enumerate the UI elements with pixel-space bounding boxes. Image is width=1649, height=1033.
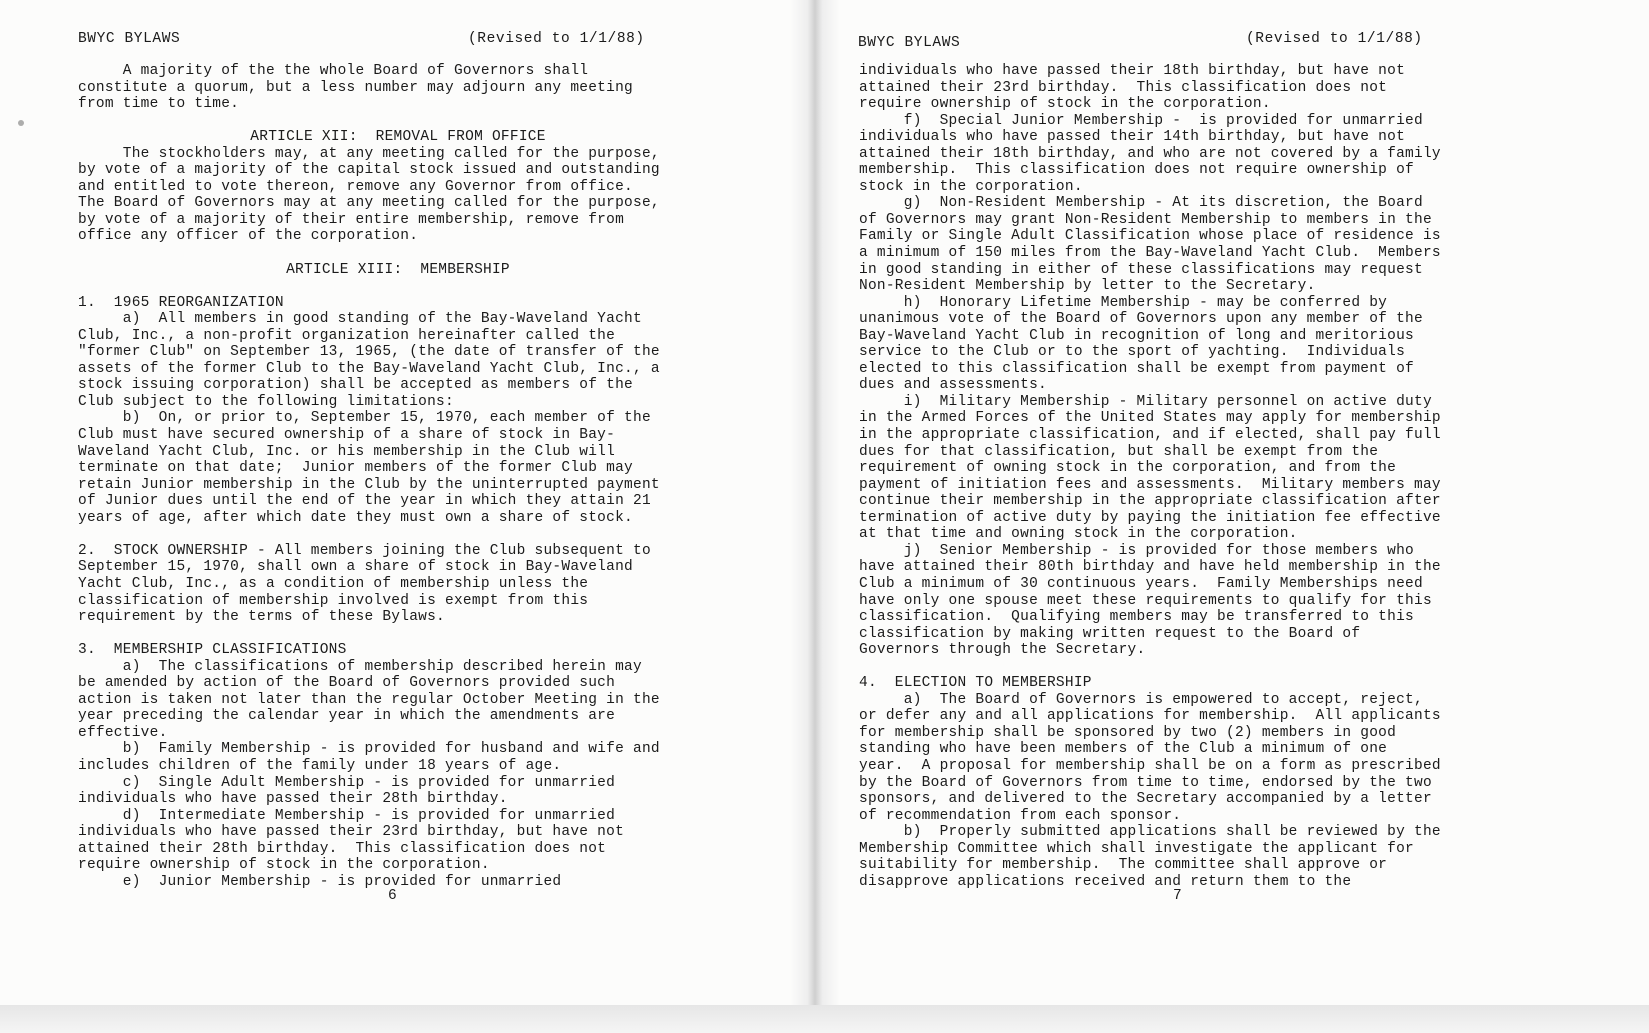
blank-line: [78, 278, 718, 295]
text-line: individuals who have passed their 28th birthday.: [78, 791, 508, 808]
text-line: Waveland Yacht Club, Inc. or his membership in the Club will: [78, 443, 616, 460]
text-line: year. A proposal for membership shall be on a form as prescribed: [859, 757, 1441, 774]
right-page-body: [859, 63, 1499, 890]
text-line: individuals who have passed their 18th birthday, but have not: [859, 63, 1406, 79]
right-page-number: 7: [1173, 888, 1182, 904]
text-line: elected to this classification shall be exempt from payment of: [859, 360, 1414, 377]
text-line: Non-Resident Membership by letter to the Secretary.: [859, 278, 1316, 295]
text-line: 4. ELECTION TO MEMBERSHIP: [859, 675, 1092, 692]
text-line: or defer any and all applications for membership. All applicants: [859, 708, 1441, 725]
text-line: a) The classifications of membership described herein may: [78, 658, 642, 675]
text-line: i) Military Membership - Military personnel on active duty: [859, 393, 1432, 410]
text-line: action is taken not later than the regular October Meeting in the: [78, 691, 660, 708]
text-line: payment of initiation fees and assessments. Military members may: [859, 476, 1441, 493]
text-line: termination of active duty by paying the initiation fee effective: [859, 509, 1441, 526]
text-line: j) Senior Membership - is provided for those members who: [859, 542, 1414, 559]
text-line: of recommendation from each sponsor.: [859, 807, 1182, 824]
left-page: [0, 0, 815, 1005]
text-line: Yacht Club, Inc., as a condition of membership unless the: [78, 575, 589, 592]
left-header-revised: (Revised to 1/1/88): [468, 31, 645, 47]
text-line: in good standing in either of these classifications may request: [859, 261, 1423, 278]
text-line: includes children of the family under 18 years of age.: [78, 757, 562, 774]
text-line: attained their 23rd birthday. This classification does not: [859, 79, 1388, 96]
text-line: g) Non-Resident Membership - At its discretion, the Board: [859, 195, 1423, 212]
text-line: by vote of a majority of the capital stock issued and outstanding: [78, 162, 660, 179]
text-line: disapprove applications received and return them to the: [859, 873, 1352, 890]
text-line: of Governors may grant Non-Resident Membership to members in the: [859, 211, 1432, 228]
text-line: at that time and owning stock in the corporation.: [859, 526, 1298, 543]
text-line: Bay-Waveland Yacht Club in recognition of long and meritorious: [859, 327, 1414, 344]
text-line: for membership shall be sponsored by two (2) members in good: [859, 724, 1397, 741]
text-line: in the appropriate classification, and if elected, shall pay full: [859, 427, 1441, 444]
text-line: b) On, or prior to, September 15, 1970, each member of the: [78, 410, 651, 427]
text-line: of Junior dues until the end of the year in which they attain 21: [78, 493, 651, 510]
text-line: individuals who have passed their 23rd birthday, but have not: [78, 824, 625, 841]
text-line: f) Special Junior Membership - is provided for unmarried: [859, 112, 1423, 129]
scan-bottom-edge: [0, 1005, 1649, 1033]
text-line: stock in the corporation.: [859, 178, 1083, 195]
text-line: e) Junior Membership - is provided for unmarried: [78, 873, 562, 890]
text-line: and entitled to vote thereon, remove any Governor from office.: [78, 178, 633, 195]
text-line: a minimum of 150 miles from the Bay-Waveland Yacht Club. Members: [859, 245, 1441, 262]
text-line: have attained their 80th birthday and have held membership in the: [859, 559, 1441, 576]
article-heading: ARTICLE XIII: MEMBERSHIP: [286, 261, 510, 278]
text-line: The stockholders may, at any meeting called for the purpose,: [78, 145, 660, 162]
article-heading: ARTICLE XII: REMOVAL FROM OFFICE: [250, 129, 546, 146]
text-line: office any officer of the corporation.: [78, 228, 419, 245]
right-header-title: BWYC BYLAWS: [858, 35, 961, 51]
text-line: 2. STOCK OWNERSHIP - All members joining the Club subsequent to: [78, 542, 651, 559]
text-line: 1. 1965 REORGANIZATION: [78, 294, 284, 311]
text-line: The Board of Governors may at any meeting called for the purpose,: [78, 195, 660, 212]
text-line: Family or Single Adult Classification whose place of residence is: [859, 228, 1441, 245]
blank-line: [78, 245, 718, 262]
text-line: be amended by action of the Board of Governors provided such: [78, 675, 616, 692]
text-line: individuals who have passed their 14th birthday, but have not: [859, 129, 1406, 146]
text-line: service to the Club or to the sport of yachting. Individuals: [859, 344, 1406, 361]
text-line: classification by making written request to the Board of: [859, 625, 1361, 642]
text-line: constitute a quorum, but a less number may adjourn any meeting: [78, 79, 633, 96]
text-line: Club, Inc., a non-profit organization hereinafter called the: [78, 327, 616, 344]
text-line: Club must have secured ownership of a share of stock in Bay-: [78, 427, 616, 444]
text-line: by the Board of Governors from time to time, endorsed by the two: [859, 774, 1432, 791]
text-line: have only one spouse meet these requirements to qualify for this: [859, 592, 1432, 609]
blank-line: [859, 659, 1499, 676]
scan-speck: [18, 120, 24, 126]
text-line: suitability for membership. The committee shall approve or: [859, 857, 1388, 874]
left-page-number: 6: [388, 888, 397, 904]
text-line: attained their 28th birthday. This classification does not: [78, 840, 607, 857]
text-line: 3. MEMBERSHIP CLASSIFICATIONS: [78, 642, 347, 659]
text-line: classification. Qualifying members may be transferred to this: [859, 609, 1414, 626]
text-line: require ownership of stock in the corporation.: [78, 857, 490, 874]
text-line: A majority of the the whole Board of Governors shall: [78, 63, 589, 79]
text-line: d) Intermediate Membership - is provided for unmarried: [78, 807, 616, 824]
text-line: dues and assessments.: [859, 377, 1047, 394]
text-line: standing who have been members of the Club a minimum of one: [859, 741, 1388, 758]
text-line: attained their 18th birthday, and who are not covered by a family: [859, 145, 1441, 162]
right-page: [815, 0, 1649, 1005]
text-line: effective.: [78, 724, 168, 741]
text-line: retain Junior membership in the Club by the uninterrupted payment: [78, 476, 660, 493]
text-line: terminate on that date; Junior members of the former Club may: [78, 460, 633, 477]
text-line: unanimous vote of the Board of Governors upon any member of the: [859, 311, 1423, 328]
right-header-revised: (Revised to 1/1/88): [1246, 31, 1423, 47]
text-line: a) The Board of Governors is empowered to accept, reject,: [859, 691, 1423, 708]
text-line: c) Single Adult Membership - is provided for unmarried: [78, 774, 616, 791]
text-line: "former Club" on September 13, 1965, (the date of transfer of the: [78, 344, 660, 361]
text-line: year preceding the calendar year in which the amendments are: [78, 708, 616, 725]
text-line: membership. This classification does not require ownership of: [859, 162, 1414, 179]
text-line: from time to time.: [78, 96, 240, 113]
text-line: h) Honorary Lifetime Membership - may be conferred by: [859, 294, 1388, 311]
text-line: requirement of owning stock in the corporation, and from the: [859, 460, 1397, 477]
blank-line: [78, 113, 718, 130]
text-line: September 15, 1970, shall own a share of stock in Bay-Waveland: [78, 559, 633, 576]
text-line: Governors through the Secretary.: [859, 642, 1146, 659]
text-line: sponsors, and delivered to the Secretary accompanied by a letter: [859, 791, 1432, 808]
text-line: assets of the former Club to the Bay-Waveland Yacht Club, Inc., a: [78, 360, 660, 377]
text-line: Club subject to the following limitations:: [78, 393, 454, 410]
text-line: in the Armed Forces of the United States may apply for membership: [859, 410, 1441, 427]
text-line: stock issuing corporation) shall be accepted as members of the: [78, 377, 633, 394]
left-page-body: [78, 63, 718, 890]
text-line: years of age, after which date they must own a share of stock.: [78, 509, 633, 526]
text-line: b) Properly submitted applications shall be reviewed by the: [859, 824, 1441, 841]
blank-line: [78, 626, 718, 643]
book-gutter: [790, 0, 840, 1005]
text-line: b) Family Membership - is provided for husband and wife and: [78, 741, 660, 758]
text-line: continue their membership in the appropriate classification after: [859, 493, 1441, 510]
left-header-title: BWYC BYLAWS: [78, 31, 181, 47]
text-line: classification of membership involved is exempt from this: [78, 592, 589, 609]
text-line: a) All members in good standing of the Bay-Waveland Yacht: [78, 311, 642, 328]
text-line: Membership Committee which shall investigate the applicant for: [859, 840, 1414, 857]
blank-line: [78, 526, 718, 543]
text-line: by vote of a majority of their entire membership, remove from: [78, 211, 625, 228]
text-line: requirement by the terms of these Bylaws.: [78, 609, 446, 626]
text-line: require ownership of stock in the corporation.: [859, 96, 1271, 113]
text-line: Club a minimum of 30 continuous years. Family Memberships need: [859, 575, 1423, 592]
text-line: dues for that classification, but shall be exempt from the: [859, 443, 1379, 460]
